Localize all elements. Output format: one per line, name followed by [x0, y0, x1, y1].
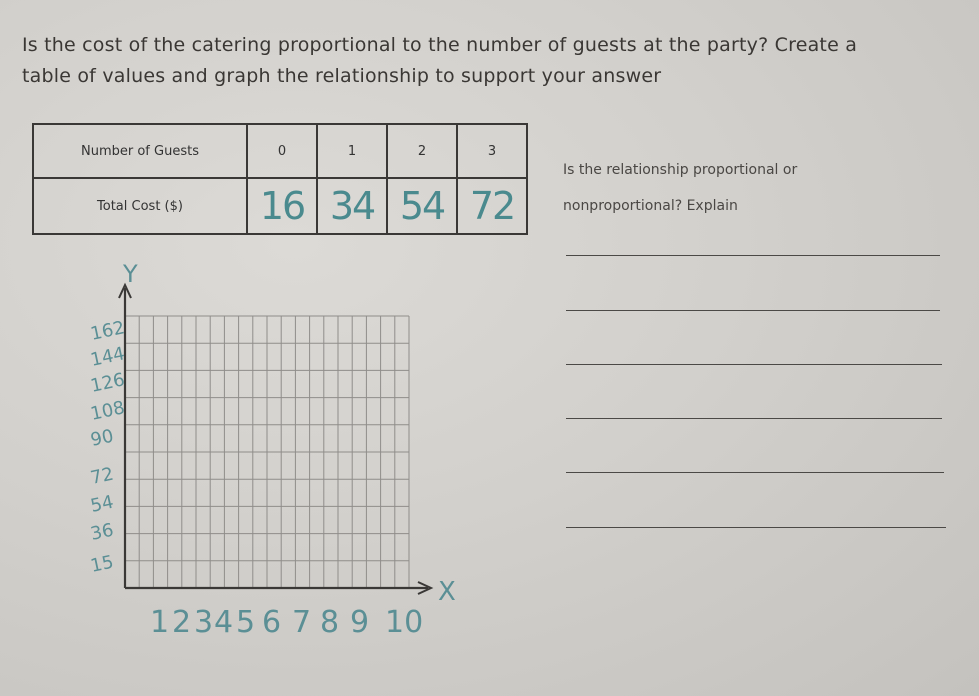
y-axis-letter: Y	[123, 260, 138, 288]
guests-cell: 3	[457, 124, 527, 178]
x-tick-label: 9	[350, 605, 370, 640]
x-tick-label: 2	[172, 605, 192, 640]
y-tick-label: 126	[88, 369, 127, 397]
guests-cell: 1	[317, 124, 387, 178]
y-tick-labels	[89, 317, 127, 577]
y-tick-label: 108	[88, 397, 127, 425]
proportional-question-line-2: nonproportional? Explain	[563, 198, 738, 214]
y-tick-label: 144	[88, 343, 127, 371]
y-tick-label: 90	[88, 425, 116, 451]
cost-header: Total Cost ($)	[33, 178, 247, 234]
x-tick-label: 3	[194, 605, 214, 640]
y-tick-label: 54	[88, 491, 116, 517]
guests-header: Number of Guests	[33, 124, 247, 178]
y-tick-label: 36	[88, 519, 116, 545]
x-tick-label: 6	[262, 605, 282, 640]
cost-cell: 34	[317, 178, 387, 234]
x-tick-label: 1	[150, 605, 170, 640]
guests-cell: 0	[247, 124, 317, 178]
proportional-question-line-1: Is the relationship proportional or	[563, 162, 798, 178]
grid-lines	[125, 316, 409, 588]
cost-cell: 16	[247, 178, 317, 234]
y-tick-label: 162	[88, 317, 127, 345]
cost-cell: 54	[387, 178, 457, 234]
x-axis-letter: X	[438, 577, 456, 607]
x-tick-labels	[150, 605, 423, 640]
x-tick-label: 5	[236, 605, 256, 640]
x-tick-label: 7	[292, 605, 312, 640]
x-tick-label: 10	[385, 605, 424, 640]
x-tick-label: 8	[320, 605, 340, 640]
guests-cell: 2	[387, 124, 457, 178]
cost-cell: 72	[457, 178, 527, 234]
x-tick-label: 4	[214, 605, 234, 640]
question-line-2: table of values and graph the relationship to support your answer	[22, 65, 662, 87]
y-tick-label: 15	[88, 551, 116, 577]
question-line-1: Is the cost of the catering proportional to the number of guests at the party? Create a	[22, 34, 858, 56]
y-tick-label: 72	[88, 463, 116, 489]
